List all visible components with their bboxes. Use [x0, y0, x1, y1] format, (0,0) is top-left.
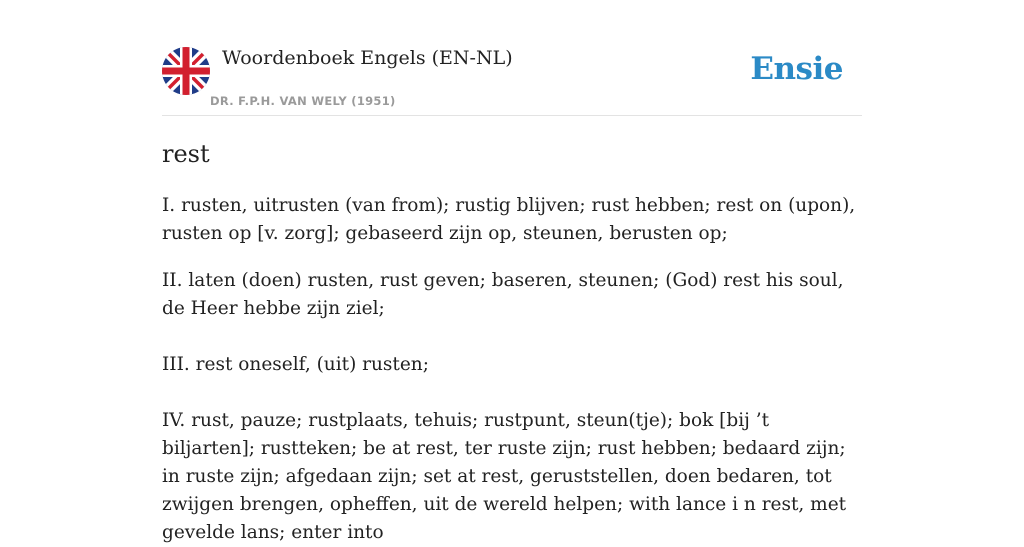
dictionary-title[interactable]: Woordenboek Engels (EN-NL): [222, 47, 513, 69]
definition-1: I. rusten, uitrusten (van from); rustig blijven; rust hebben; rest on (upon), rusten op [v. zorg]; gebaseerd zijn op, steunen, berusten op;: [162, 195, 856, 244]
dictionary-author: DR. F.P.H. VAN WELY (1951): [210, 94, 396, 108]
definition-3: III. rest oneself, (uit) rusten;: [162, 354, 429, 375]
dictionary-header: [162, 0, 862, 116]
definition-4: IV. rust, pauze; rustplaats, tehuis; rustpunt, steun(tje); bok [bij ’t biljarten]; rustteken; be at rest, ter ruste zijn; rust hebben; bedaard zijn; in ruste zijn; afgedaan zijn; set at rest, geruststellen, doen bedaren, tot zwijgen brengen, opheffen, uit de wereld helpen; with lance i n rest, met gevelde lans; enter into: [162, 410, 847, 543]
uk-flag-icon: [162, 47, 210, 95]
headword: rest: [162, 140, 210, 168]
definition-2: II. laten (doen) rusten, rust geven; baseren, steunen; (God) rest his soul, de Heer hebbe zijn ziel;: [162, 270, 844, 319]
page-content: [162, 0, 862, 543]
ensie-logo[interactable]: Ensie: [750, 51, 843, 87]
